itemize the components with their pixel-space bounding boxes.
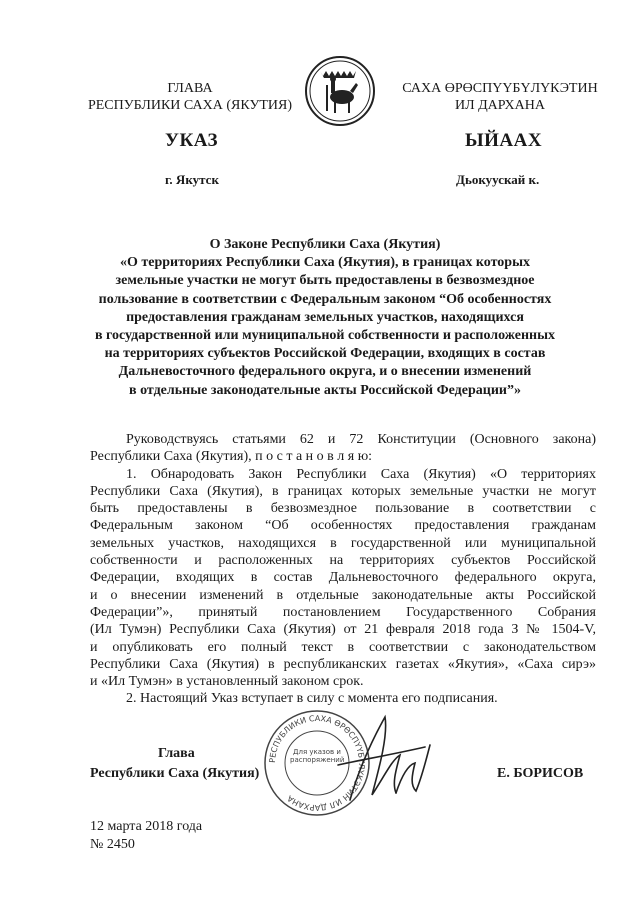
body-line: Республики Саха (Якутия), п о с т а н о в л я ю: <box>90 449 373 465</box>
header-right-line1: САХА ӨРӨСПYYБYЛYКЭТИН <box>402 81 598 96</box>
item1-line: Республики Саха (Якутия), в границах которых земельные участки не могут <box>90 483 596 499</box>
decree-number: № 2450 <box>90 837 135 852</box>
item1-line: Федеральным законом “Об особенностях предоставления гражданам <box>90 518 596 534</box>
item1-line: и опубликовать его полный текст в соответствии с законодательством <box>90 639 596 655</box>
decree-subject-title <box>70 236 580 400</box>
decree-body <box>90 431 596 708</box>
header-right-line2: ИЛ ДАРХАНА <box>454 98 545 113</box>
item1-line: быть предоставлены в безвозмездное пользование в соответствии с <box>90 501 596 517</box>
item1-line: Республики Саха (Якутия) в республиканских газетах «Якутия», «Саха сирэ» <box>90 656 596 672</box>
item1-line: и «Ил Тумэн» в установленный законом срок. <box>90 674 364 690</box>
header-right <box>380 80 620 114</box>
signatory-name: Е. БОРИСОВ <box>497 766 584 781</box>
header-left-line1: ГЛАВА <box>167 81 213 96</box>
coat-of-arms-emblem <box>304 55 376 127</box>
title-line: в государственной или муниципальной собственности и расположенных <box>94 328 556 344</box>
header-left-line2: РЕСПУБЛИКИ САХА (ЯКУТИЯ) <box>87 98 293 113</box>
title-line: пользование в соответствии с Федеральным законом “Об особенностях <box>98 291 552 307</box>
seal-center-text: Для указов и распоряжений <box>290 748 344 764</box>
item1-line: Федерации, входящих в состав Дальневосточного федерального округа, <box>90 570 596 586</box>
title-line: земельные участки не могут быть предоставлены в безвозмездное <box>115 273 535 289</box>
signatory-role-line2: Республики Саха (Якутия) <box>90 766 260 781</box>
item1-line: 1. Обнародовать Закон Республики Саха (Якутия) «О территориях <box>126 466 596 482</box>
handwritten-signature <box>330 705 440 810</box>
city-ru: г. Якутск <box>165 172 219 187</box>
item1-line: Федерации”», принятый постановлением Государственного Собрания <box>90 604 596 620</box>
header-left <box>80 80 300 114</box>
item1-line: (Ил Тумэн) Республики Саха (Якутия) от 21 февраля 2018 года З № 1504-V, <box>90 622 596 638</box>
title-line: Дальневосточного федерального округа, и о внесении изменений <box>118 364 532 380</box>
item1-line: собственности и расположенных на территориях субъектов Российской <box>90 553 596 569</box>
item1-line: земельных участков, находящихся в государственной или муниципальной <box>90 535 596 551</box>
item2-line: 2. Настоящий Указ вступает в силу с момента его подписания. <box>126 691 498 707</box>
title-line: в отдельные законодательные акты Российской Федерации”» <box>129 382 521 398</box>
body-line: Руководствуясь статьями 62 и 72 Конституции (Основного закона) <box>126 432 596 447</box>
seal-ring-text: РЕСПУБЛИКИ САХА ӨРӨСПYYБYЛYКЭТИН ИЛ ДАРХАНА <box>267 713 367 813</box>
title-line: предоставления гражданам земельных участков, находящихся <box>126 309 524 325</box>
decree-title-sakha: ЫЙААХ <box>465 130 543 151</box>
title-line: на территориях субъектов Российской Федерации, входящих в состав <box>104 346 546 362</box>
item1-line: и о внесении изменений в отдельные законодательные акты Российской <box>90 587 596 603</box>
decree-date: 12 марта 2018 года <box>90 819 203 834</box>
signatory-role-line1: Глава <box>158 746 195 761</box>
decree-title-ru: УКАЗ <box>165 130 218 151</box>
title-line: «О территориях Республики Саха (Якутия), в границах которых <box>119 255 531 271</box>
city-sakha: Дьокуускай к. <box>456 172 540 187</box>
title-line: О Законе Республики Саха (Якутия) <box>209 237 441 252</box>
